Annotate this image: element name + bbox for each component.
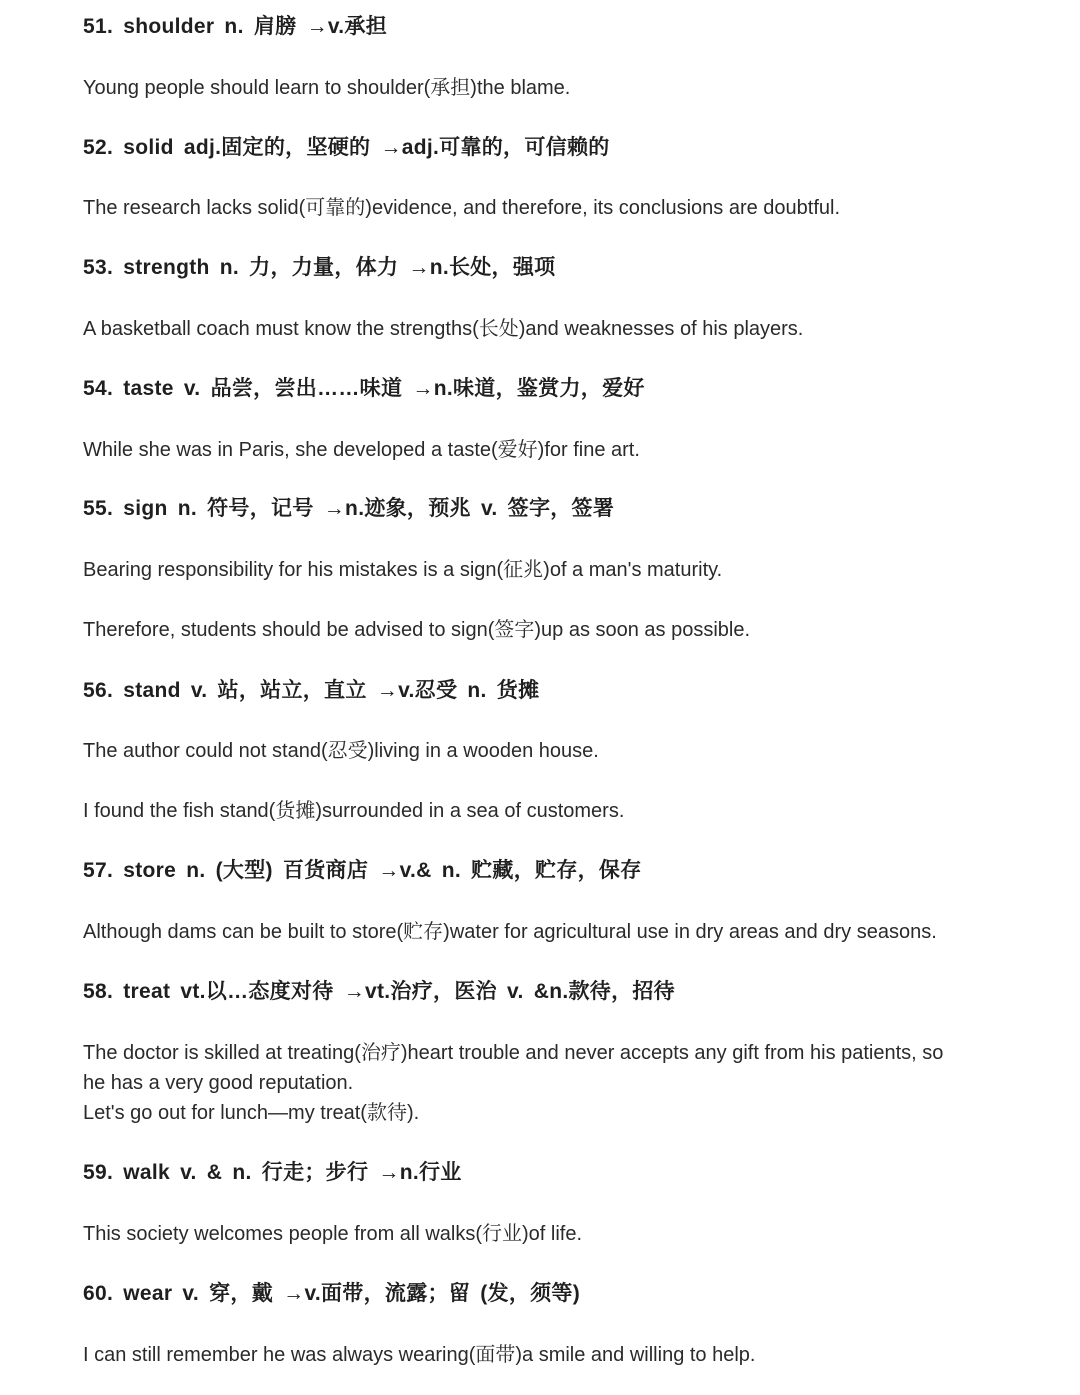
entry-55-sentence-2: Therefore, students should be advised to sign(签字)up as soon as possible. [83,619,751,641]
entry-53-heading: 53. strength n. 力，力量，体力 →n.长处，强项 [83,256,556,279]
entry-58-sentence-2: he has a very good reputation. [83,1072,354,1094]
entry-56-sentence-1: The author could not stand(忍受)living in a wooden house. [83,740,599,762]
entry-59-heading: 59. walk v. & n. 行走；步行 →n.行业 [83,1161,462,1184]
entry-52-sentence-1: The research lacks solid(可靠的)evidence, and therefore, its conclusions are doubtful. [83,197,841,219]
entry-60-heading: 60. wear v. 穿，戴 →v.面带，流露；留 (发，须等) [83,1282,581,1305]
entry-51-sentence-1: Young people should learn to shoulder(承担)the blame. [83,77,571,99]
entry-57-heading: 57. store n. (大型) 百货商店 →v.& n. 贮藏，贮存，保存 [83,859,642,882]
entry-58-sentence-3: Let's go out for lunch—my treat(款待). [83,1102,420,1124]
entry-52-heading: 52. solid adj.固定的，坚硬的 →adj.可靠的，可信赖的 [83,136,610,159]
entry-56-sentence-2: I found the fish stand(货摊)surrounded in a sea of customers. [83,800,625,822]
entry-60-sentence-1: I can still remember he was always wearing(面带)a smile and willing to help. [83,1344,756,1366]
entry-59-sentence-1: This society welcomes people from all walks(行业)of life. [83,1223,583,1245]
entry-53-sentence-1: A basketball coach must know the strengths(长处)and weaknesses of his players. [83,318,804,340]
entry-56-heading: 56. stand v. 站，站立，直立 →v.忍受 n. 货摊 [83,679,540,702]
entry-55-heading: 55. sign n. 符号，记号 →n.迹象，预兆 v. 签字，签署 [83,497,615,520]
entry-54-sentence-1: While she was in Paris, she developed a taste(爱好)for fine art. [83,439,640,461]
entry-54-heading: 54. taste v. 品尝，尝出……味道 →n.味道，鉴赏力，爱好 [83,377,645,400]
entry-51-heading: 51. shoulder n. 肩膀 →v.承担 [83,15,388,38]
entry-57-sentence-1: Although dams can be built to store(贮存)water for agricultural use in dry areas and dry seasons. [83,921,937,943]
entry-58-heading: 58. treat vt.以…态度对待 →vt.治疗，医治 v. &n.款待，招待 [83,980,675,1003]
entry-55-sentence-1: Bearing responsibility for his mistakes is a sign(征兆)of a man's maturity. [83,559,723,581]
entry-58-sentence-1: The doctor is skilled at treating(治疗)heart trouble and never accepts any gift from his patients, so [83,1042,944,1064]
